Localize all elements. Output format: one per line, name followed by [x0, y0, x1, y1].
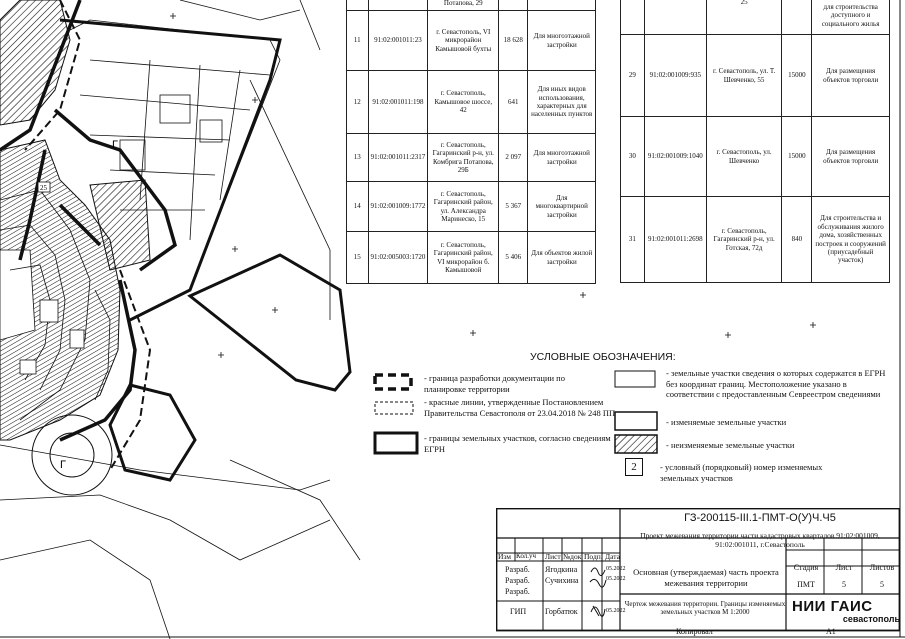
- org-city: севастополь: [842, 614, 900, 624]
- roundabout: [32, 415, 112, 495]
- sheet-header: Лист: [835, 563, 853, 572]
- date-4: 05.2022: [606, 608, 626, 614]
- signatures: [588, 562, 608, 622]
- legend-number-desc: - условный (порядковый) номер изменяемых земельных участков: [660, 462, 823, 483]
- unchanged-symbol: [614, 434, 660, 456]
- role-1: Разраб.: [505, 565, 530, 574]
- legend-boundary-dev: - граница разработки документации по планировке территории: [424, 373, 565, 394]
- org-logo: НИИ ГАИС: [792, 598, 873, 615]
- parcels-table-left: [346, 0, 596, 284]
- copied-label: Копировал: [676, 627, 713, 636]
- role-4: ГИП: [510, 607, 527, 616]
- date-2: 05.2022: [606, 576, 626, 582]
- drawing-code: ГЗ-200115-III.1-ПМТ-О(У)Ч.Ч5: [684, 512, 836, 524]
- sheets-value: 5: [880, 580, 884, 589]
- legend-egrn-bounds: - границы земельных участков, согласно сведениям ЕГРН: [424, 433, 611, 454]
- stage-value: ПМТ: [797, 580, 815, 589]
- boundary-dev-symbol: [372, 372, 416, 392]
- legend-title: УСЛОВНЫЕ ОБОЗНАЧЕНИЯ:: [530, 351, 676, 363]
- legend-unchanged: - неизменяемые земельные участки: [666, 440, 795, 450]
- changed-symbol: [614, 411, 660, 433]
- name-4: Горбатюк: [545, 607, 578, 616]
- sheet-value: 5: [842, 580, 846, 589]
- project-title: Проект межевания территории части кадастровых кварталов 91:02:001009, 91:02:001011, г.Севастополь: [640, 531, 880, 549]
- table-row: 13 91:02:001011:2317 г. Севастополь, Гагаринский р-н, ул. Комбрига Потапова, 29Б 2 097 Для многоэтажной застройки: [347, 134, 596, 182]
- parcel-number-label: 25: [40, 184, 47, 192]
- red-lines-symbol: [372, 400, 416, 416]
- no-coords-symbol: [614, 370, 658, 390]
- date-1: 05.2022: [606, 566, 626, 572]
- hdr-izm: Изм: [498, 552, 512, 561]
- legend-red-lines: - красные линии, утвержденные Постановлением Правительства Севастополя от 23.04.2018 № 248 ПП: [424, 397, 616, 418]
- table-row: 29 91:02:001009:935 г. Севастополь, ул. Т. Шевченко, 55 15000 Для размещения объектов торговли: [621, 35, 890, 117]
- table-row: 25 для строительства доступного и социального жилья: [621, 0, 890, 35]
- name-1: Ягодкина: [545, 565, 578, 574]
- table-row: 30 91:02:001009:1040 г. Севастополь, ул. Шевченко 15000 Для размещения объектов торговли: [621, 117, 890, 197]
- egrn-bounds-symbol: [372, 430, 420, 456]
- table-row: 11 91:02:001011:23 г. Севастополь, VI микрорайон Камышовой бухты 18 628 Для многоэтажной застройки: [347, 11, 596, 71]
- table-row: Потапова, 29: [347, 0, 596, 11]
- format-label: А1: [826, 627, 836, 636]
- stage-header: Стадия: [793, 563, 819, 572]
- table-row: 31 91:02:001011:2698 г. Севастополь, Гагаринский р-н, ул. Готская, 72д 840 Для строительства и обслуживания жилого дома, хозяйственных построек и сооружений (приусадебный участок): [621, 197, 890, 283]
- hdr-kol: Кол.уч: [516, 552, 536, 560]
- hdr-ndok: №док: [563, 552, 582, 561]
- zone-label-2: Г: [60, 459, 66, 471]
- parcels-table-right: [620, 0, 890, 283]
- changed-parcel-hex: [110, 385, 195, 480]
- number-sample-box: 2: [625, 458, 643, 476]
- hdr-data: Дата: [605, 552, 620, 561]
- legend-no-coords: - земельные участки сведения о которых содержатся в ЕГРН без координат границ. Местоположение указано в соответствии с предоставленным Севреестром сведениями: [666, 368, 886, 400]
- table-row: 15 91:02:005003:1720 г. Севастополь, Гагаринский район, VI микрорайон б. Камышовой 5 406 Для объектов жилой застройки: [347, 232, 596, 284]
- table-row: 14 91:02:001009:1772 г. Севастополь, Гагаринский район, ул. Александра Маринеско, 15 5 367 Для многоквартирной застройки: [347, 182, 596, 232]
- drawing-title: Чертеж межевания территории. Границы изменяемых земельных участков М 1:2000: [624, 600, 786, 617]
- sheets-header: Листов: [869, 563, 895, 572]
- name-2: Сучихина: [545, 576, 579, 585]
- legend-changed: - изменяемые земельные участки: [666, 417, 787, 427]
- hdr-list: Лист: [545, 552, 561, 561]
- section-title: Основная (утверждаемая) часть проекта межевания территории: [633, 567, 779, 588]
- role-3: Разраб.: [505, 587, 530, 596]
- zone-label-1: Г: [112, 139, 118, 151]
- table-row: 12 91:02:001011:198 г. Севастополь, Камышовое шоссе, 42 641 Для иных видов использования, характерных для населенных пунктов: [347, 71, 596, 134]
- role-2: Разраб.: [505, 576, 530, 585]
- changed-parcel-center: [190, 255, 350, 390]
- hdr-podp: Подп.: [584, 552, 603, 561]
